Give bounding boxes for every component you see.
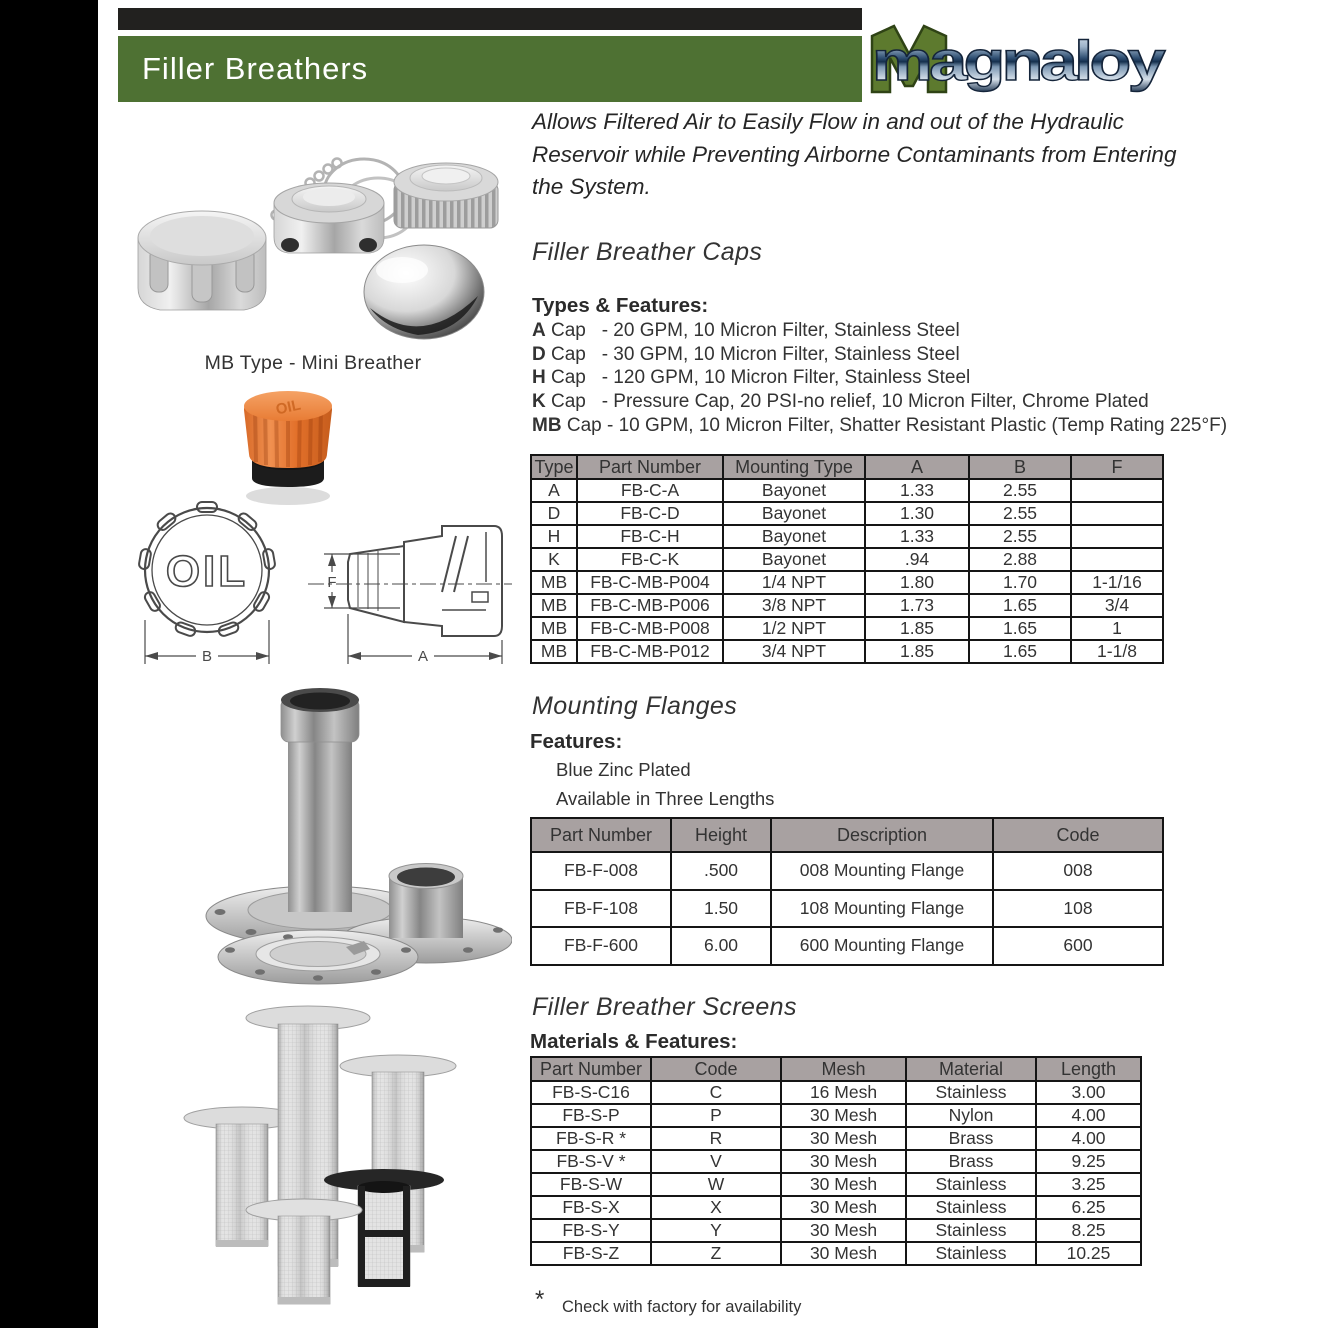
table-cell: FB-C-MB-P004 [577,571,723,594]
table-row [531,1196,1141,1219]
table-cell: FB-C-MB-P006 [577,594,723,617]
table-cell: Brass [906,1127,1036,1150]
table-cell: 4.00 [1036,1104,1141,1127]
table-cell: 1-1/16 [1071,571,1163,594]
screens-section-heading: Filler Breather Screens [532,993,797,1021]
table-row [531,479,1163,502]
table-cell: MB [531,640,577,663]
table-cell: 2.55 [969,502,1071,525]
table-row [531,1150,1141,1173]
screen-black-frame [324,1169,444,1287]
table-cell: 1.30 [865,502,969,525]
table-cell: 108 Mounting Flange [771,890,993,928]
header-green-bar [118,36,862,102]
cap-h-photo [394,163,498,228]
flange-008 [218,930,418,984]
flanges-section-heading: Mounting Flanges [532,692,738,720]
table-row [531,927,1163,965]
header-black-bar [118,8,862,30]
table-cell: 10.25 [1036,1242,1141,1265]
table-cell: 1.65 [969,617,1071,640]
table-cell: P [651,1104,781,1127]
table-cell: V [651,1150,781,1173]
table-cell: .94 [865,548,969,571]
table-cell: Bayonet [723,525,865,548]
page-title: Filler Breathers [142,51,369,86]
cap-type-code: K [532,391,546,413]
technical-drawing [112,498,514,674]
table-cell: Bayonet [723,479,865,502]
screen-cylinder [246,1199,362,1304]
table-cell: 1.73 [865,594,969,617]
table-cell: 6.00 [671,927,771,965]
table-cell: W [651,1173,781,1196]
table-cell: FB-S-Z [531,1242,651,1265]
table-row [531,890,1163,928]
table-cell: 30 Mesh [781,1127,906,1150]
cap-a-photo [138,211,266,310]
flanges-table [530,817,1164,966]
table-cell: 008 Mounting Flange [771,852,993,890]
table-cell: FB-S-Y [531,1219,651,1242]
screens-materials-subheading: Materials & Features: [530,1030,738,1053]
table-cell: 9.25 [1036,1150,1141,1173]
table-cell: FB-S-P [531,1104,651,1127]
table-row [531,1127,1141,1150]
column-header: Code [993,818,1163,852]
brand-logo [866,20,1168,96]
cap-type-code: A [532,320,546,341]
table-row [531,1242,1141,1265]
table-cell: R [651,1127,781,1150]
column-header: Length [1036,1057,1141,1081]
table-cell: Stainless [906,1219,1036,1242]
list-item [532,414,1228,439]
table-cell: 3.00 [1036,1081,1141,1104]
table-cell: FB-S-X [531,1196,651,1219]
table-cell: MB [531,617,577,640]
table-cell: Stainless [906,1081,1036,1104]
column-header: Mounting Type [723,455,865,479]
table-cell: 30 Mesh [781,1150,906,1173]
table-cell: Nylon [906,1104,1036,1127]
table-row [531,1104,1141,1127]
table-cell: FB-F-600 [531,927,671,965]
table-cell: 30 Mesh [781,1104,906,1127]
column-header: Description [771,818,993,852]
cap-type-desc: Cap - 30 GPM, 10 Micron Filter, Stainless Steel [545,343,960,365]
table-row [531,1219,1141,1242]
breather-screens-photo [136,998,492,1328]
table-cell: 1.33 [865,479,969,502]
table-header-row [531,455,1163,479]
mini-breather-photo [222,380,354,508]
table-cell: MB [531,571,577,594]
table-cell: 1-1/8 [1071,640,1163,663]
table-cell: Bayonet [723,502,865,525]
drawing-dim-a: A [417,648,429,665]
table-cell: 008 [993,852,1163,890]
cap-d-photo [274,183,384,253]
table-cell: FB-C-MB-P008 [577,617,723,640]
table-row [531,640,1163,663]
table-cell: FB-S-W [531,1173,651,1196]
column-header: Type [531,455,577,479]
table-cell: D [531,502,577,525]
mini-breather-caption: MB Type - Mini Breather [204,352,422,374]
column-header: Mesh [781,1057,906,1081]
table-cell: 3/4 [1071,594,1163,617]
cap-type-code: D [532,343,546,365]
table-row [531,617,1163,640]
cap-type-code: H [532,367,546,389]
table-row [531,594,1163,617]
table-cell: 2.55 [969,479,1071,502]
oil-embossed-label: OIL [274,396,303,419]
table-cell: 1.85 [865,617,969,640]
table-row [531,548,1163,571]
feature-item: Blue Zinc Plated [556,759,691,780]
types-features-subheading: Types & Features: [532,294,709,317]
table-cell: 1.65 [969,640,1071,663]
table-cell: 30 Mesh [781,1173,906,1196]
cap-types-list [532,320,1228,438]
table-cell: 1.65 [969,594,1071,617]
table-cell: FB-C-H [577,525,723,548]
table-cell: 3/8 NPT [723,594,865,617]
table-cell: H [531,525,577,548]
table-cell [1071,548,1163,571]
table-cell [1071,479,1163,502]
table-cell: MB [531,594,577,617]
table-cell [1071,502,1163,525]
column-header: Code [651,1057,781,1081]
table-cell: 30 Mesh [781,1196,906,1219]
column-header: F [1071,455,1163,479]
screens-table [530,1056,1142,1266]
drawing-dim-b: B [201,648,213,665]
table-cell: 4.00 [1036,1127,1141,1150]
table-row [531,502,1163,525]
table-row [531,852,1163,890]
column-header: B [969,455,1071,479]
table-cell: FB-C-A [577,479,723,502]
cap-type-desc: Cap - 20 GPM, 10 Micron Filter, Stainless Steel [545,320,960,341]
footnote-text: Check with factory for availability [562,1298,802,1316]
table-cell: 1 [1071,617,1163,640]
table-cell: FB-F-108 [531,890,671,928]
table-cell: 1.80 [865,571,969,594]
table-cell: 6.25 [1036,1196,1141,1219]
table-row [531,571,1163,594]
table-cell: Stainless [906,1173,1036,1196]
list-item [532,391,1180,415]
cap-type-code: MB [532,414,562,436]
table-cell: A [531,479,577,502]
table-cell: FB-C-K [577,548,723,571]
logo-wordmark: magnaloy [872,29,1166,92]
table-cell: K [531,548,577,571]
table-cell: 108 [993,890,1163,928]
list-item [532,367,1180,391]
table-row [531,525,1163,548]
drawing-oil-label: OIL [165,547,249,596]
table-cell: FB-C-D [577,502,723,525]
table-cell: 1.33 [865,525,969,548]
table-header-row [531,1057,1141,1081]
drawing-dim-f: F [327,574,337,591]
caps-table [530,454,1164,664]
table-cell: 1/4 NPT [723,571,865,594]
cap-type-desc: Cap - 120 GPM, 10 Micron Filter, Stainless Steel [545,367,971,389]
column-header: Part Number [577,455,723,479]
table-cell: 600 Mounting Flange [771,927,993,965]
caps-section-heading: Filler Breather Caps [532,238,763,266]
table-cell: 2.88 [969,548,1071,571]
list-item [532,320,1180,344]
cap-type-desc: Cap - 10 GPM, 10 Micron Filter, Shatter Resistant Plastic (Temp Rating 225°F) [561,414,1228,436]
footnote-asterisk: * [535,1286,545,1313]
table-cell: FB-S-V * [531,1150,651,1173]
table-cell: 1/2 NPT [723,617,865,640]
column-header: Material [906,1057,1036,1081]
feature-item: Available in Three Lengths [556,788,775,809]
list-item [532,344,1180,368]
table-cell: 1.50 [671,890,771,928]
table-cell: Stainless [906,1242,1036,1265]
table-cell: FB-S-C16 [531,1081,651,1104]
mounting-flanges-photo [168,664,512,994]
column-header: Part Number [531,1057,651,1081]
table-cell: Stainless [906,1196,1036,1219]
table-cell: Y [651,1219,781,1242]
intro-text: Allows Filtered Air to Easily Flow in and out of the Hydraulic Reservoir while Preventing Airborne Contaminants from Entering the System. [532,109,1177,199]
table-cell: Bayonet [723,548,865,571]
column-header: Part Number [531,818,671,852]
table-cell [1071,525,1163,548]
cap-k-photo [364,245,484,339]
table-cell: FB-F-008 [531,852,671,890]
table-cell: 3/4 NPT [723,640,865,663]
table-row [531,1173,1141,1196]
table-cell: Brass [906,1150,1036,1173]
table-cell: 3.25 [1036,1173,1141,1196]
table-cell: X [651,1196,781,1219]
table-cell: 1.70 [969,571,1071,594]
table-cell: Z [651,1242,781,1265]
table-cell: FB-S-R * [531,1127,651,1150]
cap-type-desc: Cap - Pressure Cap, 20 PSI-no relief, 10 Micron Filter, Chrome Plated [545,391,1149,413]
table-cell: 8.25 [1036,1219,1141,1242]
table-cell: 30 Mesh [781,1242,906,1265]
page-edge-black-strip [0,0,98,1328]
column-header: A [865,455,969,479]
table-cell: 16 Mesh [781,1081,906,1104]
table-cell: 1.85 [865,640,969,663]
table-cell: C [651,1081,781,1104]
table-cell: .500 [671,852,771,890]
table-cell: 30 Mesh [781,1219,906,1242]
filler-breather-caps-photo [116,120,508,352]
table-cell: 600 [993,927,1163,965]
column-header: Height [671,818,771,852]
table-row [531,1081,1141,1104]
table-cell: 2.55 [969,525,1071,548]
flanges-features-subheading: Features: [530,730,623,753]
table-cell: FB-C-MB-P012 [577,640,723,663]
table-header-row [531,818,1163,852]
